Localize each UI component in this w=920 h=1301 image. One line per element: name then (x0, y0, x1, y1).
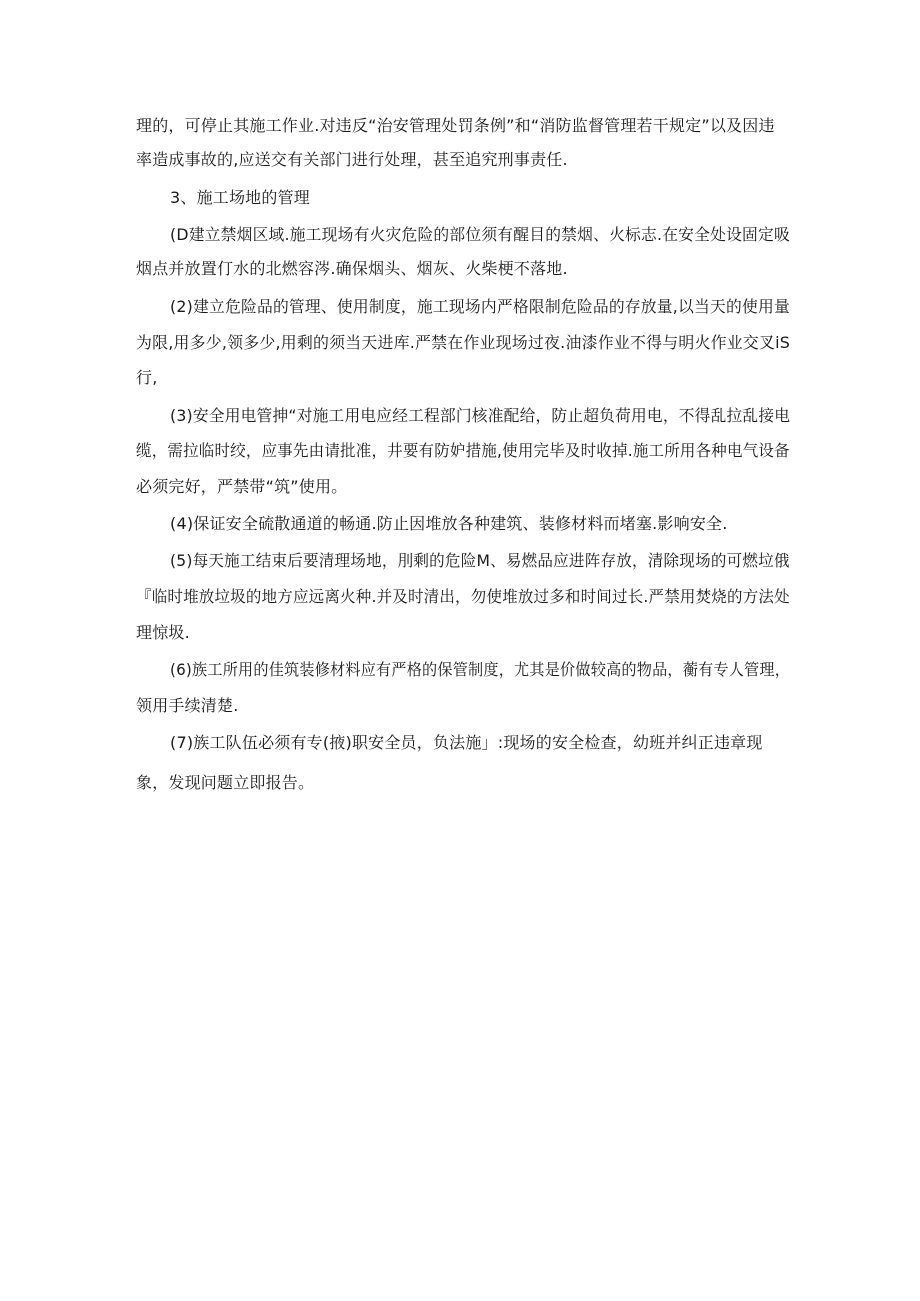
text-line: (3)安全用电管抻“对施工用电应经工程部门核准配给，防止超负荷用电，不得乱拉乱接电 (170, 406, 791, 425)
text-line: 行, (136, 368, 158, 387)
text-line: 为限,用多少,领多少,用剩的须当天进库.严禁在作业现场过夜.油漆作业不得与明火作业交叉iS (136, 333, 791, 352)
text-line: 理惊圾. (136, 623, 190, 642)
text-line: 烟点并放置仃水的北燃容涔.确保烟头、烟灰、火柴梗不落地. (136, 259, 568, 278)
section-heading: 3、施工场地的管理 (170, 188, 310, 207)
text-line: 率造成事故的,应送交有关部门进行处理，甚至追究刑事责任. (136, 150, 568, 169)
text-line: (7)族工队伍必须有专(掖)职安全员，负法施」:现场的安全检查，幼班并纠正违章现 (170, 733, 763, 752)
text-line: 必须完好，严禁带“筑”使用。 (136, 477, 348, 496)
text-line: (4)保证安全硫散通道的畅通.防止因堆放各种建筑、装修材料而堵塞.影响安全. (170, 514, 728, 533)
text-line: (2)建立危险品的管理、使用制度，施工现场内严格限制危险品的存放量,以当天的使用量 (170, 297, 790, 316)
text-line: 『临时堆放垃圾的地方应远离火种.并及时清出，勿使堆放过多和时间过长.严禁用焚烧的方法处 (136, 587, 790, 606)
text-line: (D建立禁烟区域.施工现场有火灾危险的部位须有醒目的禁烟、火标志.在安全处设固定吸 (170, 225, 790, 244)
text-line: 缆，需拉临时绞，应事先由请批准，井要有防妒措施,使用完毕及时收掉.施工所用各种电气设备 (136, 441, 790, 460)
text-line: 领用手续清楚. (136, 696, 239, 715)
text-line: 象，发现问题立即报告。 (136, 773, 315, 792)
text-line: (5)每天施工结束后要清理场地，刖剩的危险M、易燃品应进阵存放，清除现场的可燃垃俄 (170, 551, 790, 570)
text-line: (6)族工所用的佳筑装修材料应有严格的保管制度，尤其是价做较高的物品，蘅有专人管理， (170, 660, 791, 679)
text-line: 理的，可停止其施工作业.对违反“治安管理处罚条例”和“消防监督管理若干规定”以及因违 (136, 116, 775, 135)
